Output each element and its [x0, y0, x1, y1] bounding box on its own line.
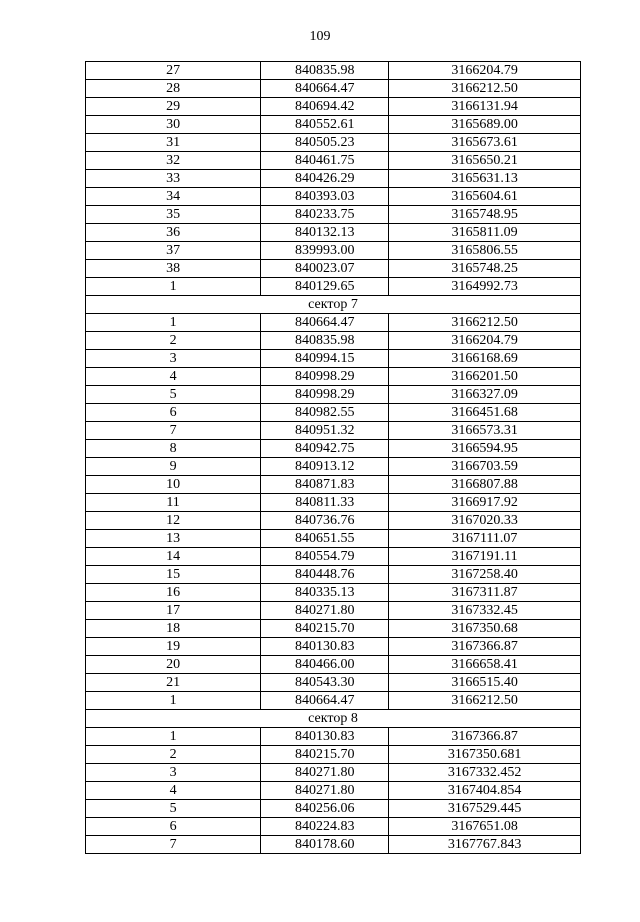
y-coordinate-cell: 3166212.50 — [389, 314, 581, 332]
x-coordinate-cell: 840554.79 — [261, 548, 389, 566]
y-coordinate-cell: 3167404.854 — [389, 782, 581, 800]
point-number-cell: 21 — [86, 674, 261, 692]
y-coordinate-cell: 3166327.09 — [389, 386, 581, 404]
y-coordinate-cell: 3166917.92 — [389, 494, 581, 512]
y-coordinate-cell: 3164992.73 — [389, 278, 581, 296]
sector-header-row — [86, 296, 581, 314]
table-row — [86, 98, 581, 116]
y-coordinate-cell: 3167332.45 — [389, 602, 581, 620]
point-number-cell: 6 — [86, 818, 261, 836]
table-row — [86, 584, 581, 602]
table-row — [86, 368, 581, 386]
y-coordinate-cell: 3167020.33 — [389, 512, 581, 530]
x-coordinate-cell: 840871.83 — [261, 476, 389, 494]
x-coordinate-cell: 840335.13 — [261, 584, 389, 602]
point-number-cell: 5 — [86, 800, 261, 818]
x-coordinate-cell: 840178.60 — [261, 836, 389, 854]
table-row — [86, 350, 581, 368]
table-row — [86, 422, 581, 440]
y-coordinate-cell: 3167529.445 — [389, 800, 581, 818]
x-coordinate-cell: 840998.29 — [261, 386, 389, 404]
point-number-cell: 30 — [86, 116, 261, 134]
y-coordinate-cell: 3165806.55 — [389, 242, 581, 260]
x-coordinate-cell: 840466.00 — [261, 656, 389, 674]
table-row — [86, 620, 581, 638]
point-number-cell: 9 — [86, 458, 261, 476]
y-coordinate-cell: 3165650.21 — [389, 152, 581, 170]
table-row — [86, 116, 581, 134]
table-row — [86, 242, 581, 260]
x-coordinate-cell: 840448.76 — [261, 566, 389, 584]
table-row — [86, 494, 581, 512]
x-coordinate-cell: 840130.83 — [261, 728, 389, 746]
table-row — [86, 656, 581, 674]
y-coordinate-cell: 3165748.25 — [389, 260, 581, 278]
point-number-cell: 20 — [86, 656, 261, 674]
table-row — [86, 386, 581, 404]
y-coordinate-cell: 3166204.79 — [389, 62, 581, 80]
table-row — [86, 530, 581, 548]
point-number-cell: 13 — [86, 530, 261, 548]
table-row — [86, 152, 581, 170]
x-coordinate-cell: 840130.83 — [261, 638, 389, 656]
point-number-cell: 18 — [86, 620, 261, 638]
x-coordinate-cell: 840256.06 — [261, 800, 389, 818]
x-coordinate-cell: 840215.70 — [261, 620, 389, 638]
y-coordinate-cell: 3166594.95 — [389, 440, 581, 458]
x-coordinate-cell: 840835.98 — [261, 62, 389, 80]
x-coordinate-cell: 840132.13 — [261, 224, 389, 242]
point-number-cell: 7 — [86, 836, 261, 854]
y-coordinate-cell: 3167350.68 — [389, 620, 581, 638]
x-coordinate-cell: 840942.75 — [261, 440, 389, 458]
y-coordinate-cell: 3165811.09 — [389, 224, 581, 242]
table-row — [86, 746, 581, 764]
table-row — [86, 602, 581, 620]
point-number-cell: 15 — [86, 566, 261, 584]
point-number-cell: 11 — [86, 494, 261, 512]
table-row — [86, 782, 581, 800]
y-coordinate-cell: 3167767.843 — [389, 836, 581, 854]
point-number-cell: 1 — [86, 692, 261, 710]
y-coordinate-cell: 3167332.452 — [389, 764, 581, 782]
x-coordinate-cell: 840994.15 — [261, 350, 389, 368]
y-coordinate-cell: 3166212.50 — [389, 692, 581, 710]
table-row — [86, 440, 581, 458]
point-number-cell: 36 — [86, 224, 261, 242]
x-coordinate-cell: 840998.29 — [261, 368, 389, 386]
point-number-cell: 2 — [86, 746, 261, 764]
y-coordinate-cell: 3167366.87 — [389, 638, 581, 656]
x-coordinate-cell: 840271.80 — [261, 764, 389, 782]
point-number-cell: 1 — [86, 314, 261, 332]
x-coordinate-cell: 839993.00 — [261, 242, 389, 260]
table-row — [86, 458, 581, 476]
y-coordinate-cell: 3166573.31 — [389, 422, 581, 440]
sector-title: сектор 8 — [86, 710, 581, 728]
table-row — [86, 764, 581, 782]
y-coordinate-cell: 3167366.87 — [389, 728, 581, 746]
x-coordinate-cell: 840224.83 — [261, 818, 389, 836]
point-number-cell: 1 — [86, 728, 261, 746]
point-number-cell: 37 — [86, 242, 261, 260]
x-coordinate-cell: 840982.55 — [261, 404, 389, 422]
y-coordinate-cell: 3167350.681 — [389, 746, 581, 764]
y-coordinate-cell: 3166212.50 — [389, 80, 581, 98]
table-row — [86, 728, 581, 746]
table-row — [86, 224, 581, 242]
x-coordinate-cell: 840393.03 — [261, 188, 389, 206]
coordinates-table — [85, 61, 581, 854]
sector-header-row — [86, 710, 581, 728]
x-coordinate-cell: 840651.55 — [261, 530, 389, 548]
point-number-cell: 33 — [86, 170, 261, 188]
x-coordinate-cell: 840023.07 — [261, 260, 389, 278]
x-coordinate-cell: 840552.61 — [261, 116, 389, 134]
y-coordinate-cell: 3166451.68 — [389, 404, 581, 422]
y-coordinate-cell: 3166168.69 — [389, 350, 581, 368]
x-coordinate-cell: 840664.47 — [261, 692, 389, 710]
x-coordinate-cell: 840543.30 — [261, 674, 389, 692]
y-coordinate-cell: 3166658.41 — [389, 656, 581, 674]
y-coordinate-cell: 3167111.07 — [389, 530, 581, 548]
table-row — [86, 80, 581, 98]
point-number-cell: 14 — [86, 548, 261, 566]
y-coordinate-cell: 3166201.50 — [389, 368, 581, 386]
table-row — [86, 332, 581, 350]
x-coordinate-cell: 840233.75 — [261, 206, 389, 224]
y-coordinate-cell: 3165673.61 — [389, 134, 581, 152]
table-row — [86, 62, 581, 80]
table-row — [86, 260, 581, 278]
y-coordinate-cell: 3166204.79 — [389, 332, 581, 350]
table-row — [86, 674, 581, 692]
x-coordinate-cell: 840913.12 — [261, 458, 389, 476]
point-number-cell: 19 — [86, 638, 261, 656]
point-number-cell: 17 — [86, 602, 261, 620]
point-number-cell: 4 — [86, 368, 261, 386]
table-row — [86, 818, 581, 836]
table-row — [86, 170, 581, 188]
table-row — [86, 278, 581, 296]
y-coordinate-cell: 3167651.08 — [389, 818, 581, 836]
point-number-cell: 2 — [86, 332, 261, 350]
y-coordinate-cell: 3167258.40 — [389, 566, 581, 584]
y-coordinate-cell: 3166131.94 — [389, 98, 581, 116]
point-number-cell: 4 — [86, 782, 261, 800]
table-row — [86, 206, 581, 224]
y-coordinate-cell: 3165631.13 — [389, 170, 581, 188]
x-coordinate-cell: 840835.98 — [261, 332, 389, 350]
point-number-cell: 10 — [86, 476, 261, 494]
y-coordinate-cell: 3166807.88 — [389, 476, 581, 494]
y-coordinate-cell: 3165689.00 — [389, 116, 581, 134]
y-coordinate-cell: 3167191.11 — [389, 548, 581, 566]
x-coordinate-cell: 840694.42 — [261, 98, 389, 116]
point-number-cell: 34 — [86, 188, 261, 206]
coordinates-table-body — [86, 62, 581, 854]
x-coordinate-cell: 840736.76 — [261, 512, 389, 530]
y-coordinate-cell: 3166703.59 — [389, 458, 581, 476]
point-number-cell: 28 — [86, 80, 261, 98]
point-number-cell: 35 — [86, 206, 261, 224]
point-number-cell: 6 — [86, 404, 261, 422]
point-number-cell: 1 — [86, 278, 261, 296]
point-number-cell: 38 — [86, 260, 261, 278]
table-row — [86, 476, 581, 494]
x-coordinate-cell: 840426.29 — [261, 170, 389, 188]
point-number-cell: 32 — [86, 152, 261, 170]
x-coordinate-cell: 840505.23 — [261, 134, 389, 152]
x-coordinate-cell: 840664.47 — [261, 314, 389, 332]
point-number-cell: 12 — [86, 512, 261, 530]
x-coordinate-cell: 840664.47 — [261, 80, 389, 98]
point-number-cell: 3 — [86, 350, 261, 368]
x-coordinate-cell: 840129.65 — [261, 278, 389, 296]
point-number-cell: 3 — [86, 764, 261, 782]
table-row — [86, 836, 581, 854]
x-coordinate-cell: 840461.75 — [261, 152, 389, 170]
table-row — [86, 512, 581, 530]
x-coordinate-cell: 840271.80 — [261, 782, 389, 800]
table-row — [86, 692, 581, 710]
page-number: 109 — [309, 29, 331, 44]
table-row — [86, 638, 581, 656]
point-number-cell: 27 — [86, 62, 261, 80]
x-coordinate-cell: 840215.70 — [261, 746, 389, 764]
point-number-cell: 31 — [86, 134, 261, 152]
table-row — [86, 134, 581, 152]
y-coordinate-cell: 3165604.61 — [389, 188, 581, 206]
point-number-cell: 8 — [86, 440, 261, 458]
x-coordinate-cell: 840811.33 — [261, 494, 389, 512]
table-row — [86, 566, 581, 584]
table-row — [86, 800, 581, 818]
point-number-cell: 5 — [86, 386, 261, 404]
x-coordinate-cell: 840271.80 — [261, 602, 389, 620]
point-number-cell: 29 — [86, 98, 261, 116]
table-row — [86, 548, 581, 566]
point-number-cell: 7 — [86, 422, 261, 440]
x-coordinate-cell: 840951.32 — [261, 422, 389, 440]
table-row — [86, 314, 581, 332]
point-number-cell: 16 — [86, 584, 261, 602]
y-coordinate-cell: 3165748.95 — [389, 206, 581, 224]
table-row — [86, 404, 581, 422]
y-coordinate-cell: 3166515.40 — [389, 674, 581, 692]
table-row — [86, 188, 581, 206]
sector-title: сектор 7 — [86, 296, 581, 314]
y-coordinate-cell: 3167311.87 — [389, 584, 581, 602]
